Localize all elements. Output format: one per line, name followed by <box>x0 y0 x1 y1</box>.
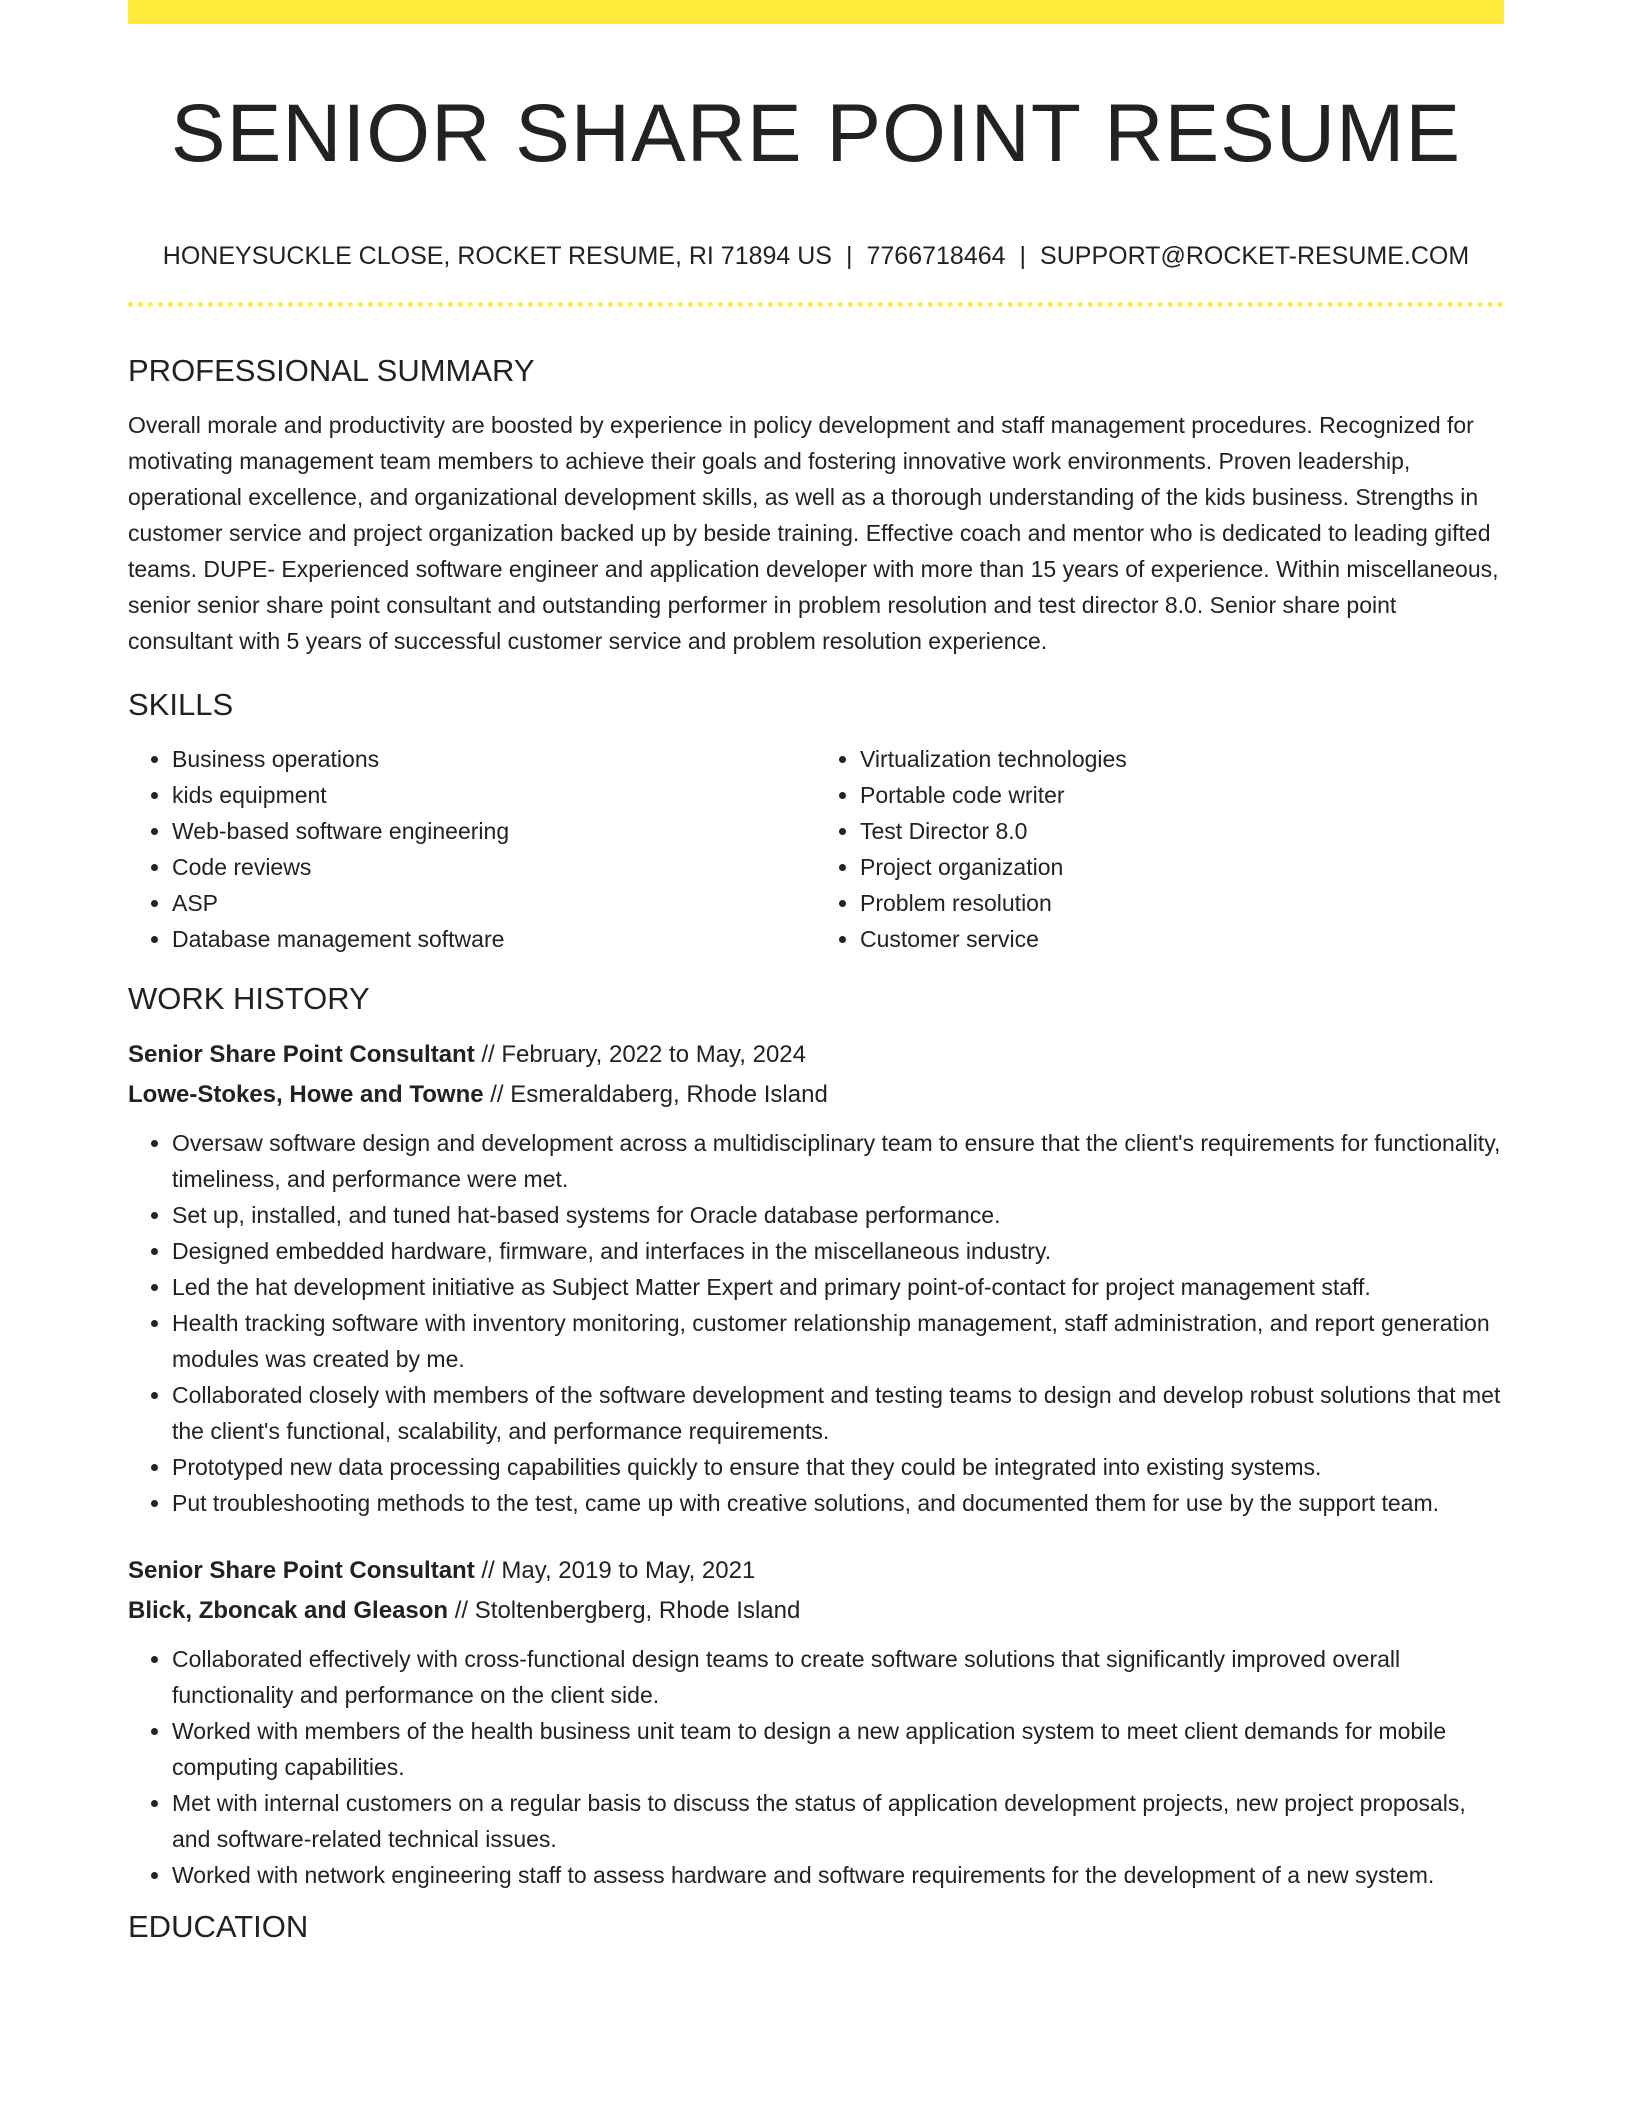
contact-line <box>128 240 1504 272</box>
contact-separator: | <box>1019 242 1027 270</box>
job-dates: // February, 2022 to May, 2024 <box>481 1041 806 1068</box>
skill-item: • Virtualization technologies <box>860 741 1504 777</box>
work-history-heading: WORK HISTORY <box>128 981 370 1016</box>
job-company-line <box>128 1591 1504 1631</box>
job-role-line <box>128 1035 1504 1075</box>
skill-item: • Code reviews <box>172 849 816 885</box>
job-entry <box>128 1551 1504 1893</box>
job-bullet: • Put troubleshooting methods to the test, came up with creative solutions, and documented them for use by the support team. <box>172 1485 1504 1521</box>
skills-heading: SKILLS <box>128 687 234 722</box>
job-bullet: • Prototyped new data processing capabilities quickly to ensure that they could be integrated into existing systems. <box>172 1449 1504 1485</box>
contact-address: HONEYSUCKLE CLOSE, ROCKET RESUME, RI 71894 US <box>162 242 832 270</box>
job-role-line <box>128 1551 1504 1591</box>
job-bullet: • Collaborated effectively with cross-functional design teams to create software solutions that significantly improved overall functionality and performance on the client side. <box>172 1641 1504 1713</box>
job-bullet: • Set up, installed, and tuned hat-based systems for Oracle database performance. <box>172 1197 1504 1233</box>
resume-title: SENIOR SHARE POINT RESUME <box>170 88 1462 179</box>
skill-item: • Problem resolution <box>860 885 1504 921</box>
contact-separator: | <box>846 242 853 270</box>
job-bullet: • Health tracking software with inventory monitoring, customer relationship management, staff administration, and report generation modules was created by me. <box>172 1305 1504 1377</box>
job-company: Lowe-Stokes, Howe and Towne <box>128 1081 484 1108</box>
contact-phone: 7766718464 <box>866 242 1006 270</box>
contact-email: SUPPORT@ROCKET-RESUME.COM <box>1040 242 1470 270</box>
job-bullets <box>128 1641 1504 1893</box>
job-role: Senior Share Point Consultant <box>128 1557 475 1584</box>
summary-heading: PROFESSIONAL SUMMARY <box>128 353 535 388</box>
skill-item: • ASP <box>172 885 816 921</box>
job-location: // Esmeraldaberg, Rhode Island <box>490 1081 828 1108</box>
dotted-divider <box>128 302 1504 307</box>
job-bullet: • Worked with members of the health business unit team to design a new application system to meet client demands for mobile computing capabilities. <box>172 1713 1504 1785</box>
skills-right-column <box>816 741 1504 957</box>
job-bullet: • Worked with network engineering staff to assess hardware and software requirements for the development of a new system. <box>172 1857 1504 1893</box>
skills-grid <box>128 741 1504 957</box>
education-heading: EDUCATION <box>128 1909 309 1944</box>
job-bullet: • Met with internal customers on a regular basis to discuss the status of application development projects, new project proposals, and software-related technical issues. <box>172 1785 1504 1857</box>
skill-item: • Project organization <box>860 849 1504 885</box>
job-bullet: • Collaborated closely with members of the software development and testing teams to design and develop robust solutions that met the client's functional, scalability, and performance requirements. <box>172 1377 1504 1449</box>
accent-top-bar <box>128 0 1504 24</box>
job-bullet: • Led the hat development initiative as Subject Matter Expert and primary point-of-contact for project management staff. <box>172 1269 1504 1305</box>
skill-item: • Database management software <box>172 921 816 957</box>
job-role: Senior Share Point Consultant <box>128 1041 475 1068</box>
skill-item: • Business operations <box>172 741 816 777</box>
skill-item: • Web-based software engineering <box>172 813 816 849</box>
job-bullet: • Designed embedded hardware, firmware, and interfaces in the miscellaneous industry. <box>172 1233 1504 1269</box>
skill-item: • Portable code writer <box>860 777 1504 813</box>
skill-item: • Test Director 8.0 <box>860 813 1504 849</box>
skill-item: • kids equipment <box>172 777 816 813</box>
job-dates: // May, 2019 to May, 2021 <box>481 1557 756 1584</box>
summary-text: Overall morale and productivity are boosted by experience in policy development and staff management procedures. Recognized for motivating management team members to achieve their goals and fostering innovative work environments. Proven leadership, operational excellence, and organizational development skills, as well as a thorough understanding of the kids business. Strengths in customer service and project organization backed up by beside training. Effective coach and mentor who is dedicated to leading gifted teams. DUPE- Experienced software engineer and application developer with more than 15 years of experience. Within miscellaneous, senior senior share point consultant and outstanding performer in problem resolution and test director 8.0. Senior share point consultant with 5 years of successful customer service and problem resolution experience. <box>128 412 1499 654</box>
job-company: Blick, Zboncak and Gleason <box>128 1597 449 1624</box>
skills-left-column <box>128 741 816 957</box>
job-bullet: • Oversaw software design and development across a multidisciplinary team to ensure that the client's requirements for functionality, timeliness, and performance were met. <box>172 1125 1504 1197</box>
job-bullets <box>128 1125 1504 1521</box>
job-entry <box>128 1035 1504 1521</box>
skill-item: • Customer service <box>860 921 1504 957</box>
job-company-line <box>128 1075 1504 1115</box>
resume-page <box>128 0 1504 1947</box>
job-location: // Stoltenbergberg, Rhode Island <box>454 1597 801 1624</box>
